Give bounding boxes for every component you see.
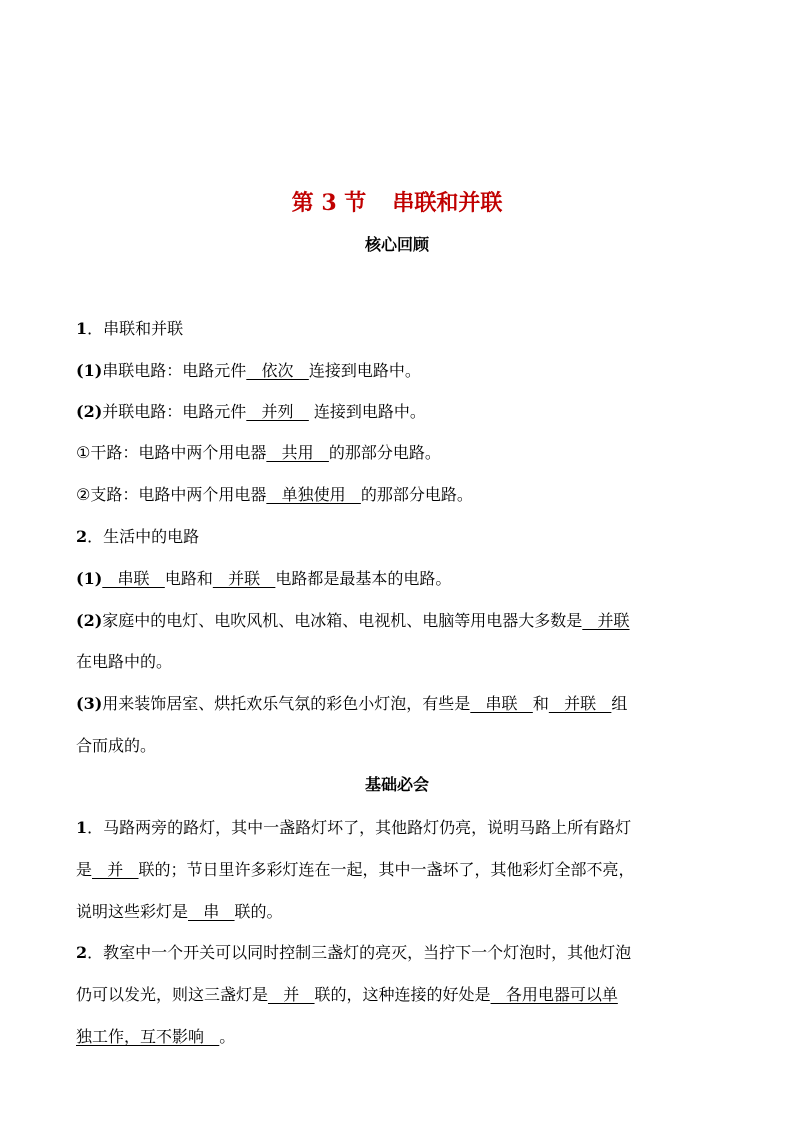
answer-blank: 共用 bbox=[266, 443, 329, 462]
answer-blank: 串联 bbox=[470, 694, 533, 713]
answer-blank: 独工作，互不影响 bbox=[76, 1027, 220, 1046]
answer-blank: 并列 bbox=[246, 402, 309, 421]
core-q1-branch: ②支路：电路中两个用电器 单独使用 的那部分电路。 bbox=[76, 485, 473, 504]
answer-blank: 单独使用 bbox=[266, 485, 361, 504]
basics-q2-line2: 仍可以发光，则这三盏灯是 并 联的，这种连接的好处是 各用电器可以单 bbox=[76, 985, 618, 1004]
section-name: 串联和并联 bbox=[392, 190, 503, 216]
answer-blank: 串 bbox=[188, 902, 235, 921]
core-q1-trunk: ①干路：电路中两个用电器 共用 的那部分电路。 bbox=[76, 443, 441, 462]
core-q2-decor-cont: 合而成的。 bbox=[76, 736, 157, 755]
core-q1-heading: 1．串联和并联 bbox=[76, 319, 184, 338]
answer-blank: 并 bbox=[92, 860, 139, 879]
core-q2-household-cont: 在电路中的。 bbox=[76, 652, 173, 671]
answer-blank: 并 bbox=[268, 985, 315, 1004]
basics-q1-line1: 1．马路两旁的路灯，其中一盏路灯坏了，其他路灯仍亮，说明马路上所有路灯 bbox=[76, 818, 632, 837]
answer-blank: 并联 bbox=[548, 694, 612, 713]
answer-blank: 并联 bbox=[582, 611, 630, 630]
basics-q2-line3: 独工作，互不影响 。 bbox=[76, 1027, 236, 1046]
core-review-heading: 核心回顾 bbox=[364, 235, 429, 254]
core-q2-household: (2)家庭中的电灯、电吹风机、电冰箱、电视机、电脑等用电器大多数是 并联 bbox=[76, 611, 630, 630]
core-q1-series: (1)串联电路：电路元件 依次 连接到电路中。 bbox=[76, 361, 421, 380]
basics-q2-line1: 2．教室中一个开关可以同时控制三盏灯的亮灭，当拧下一个灯泡时，其他灯泡 bbox=[76, 943, 632, 962]
page-title bbox=[0, 186, 794, 217]
answer-blank: 依次 bbox=[246, 361, 309, 380]
answer-blank: 并联 bbox=[212, 569, 276, 588]
basics-heading: 基础必会 bbox=[364, 775, 429, 794]
basics-q1-line3: 说明这些彩灯是 串 联的。 bbox=[76, 902, 283, 921]
core-q2-basic: (1) 串联 电路和 并联 电路都是最基本的电路。 bbox=[76, 569, 452, 588]
answer-blank: 串联 bbox=[102, 569, 165, 588]
basics-q1-line2: 是 并 联的；节日里许多彩灯连在一起，其中一盏坏了，其他彩灯全部不亮， bbox=[76, 860, 635, 879]
answer-blank: 各用电器可以单 bbox=[490, 985, 618, 1004]
section-number: 第 3 节 bbox=[291, 190, 367, 216]
core-q2-heading: 2．生活中的电路 bbox=[76, 527, 200, 546]
core-q1-parallel: (2)并联电路：电路元件 并列 连接到电路中。 bbox=[76, 402, 426, 421]
core-q2-decor: (3)用来装饰居室、烘托欢乐气氛的彩色小灯泡，有些是 串联 和 并联 组 bbox=[76, 694, 628, 713]
